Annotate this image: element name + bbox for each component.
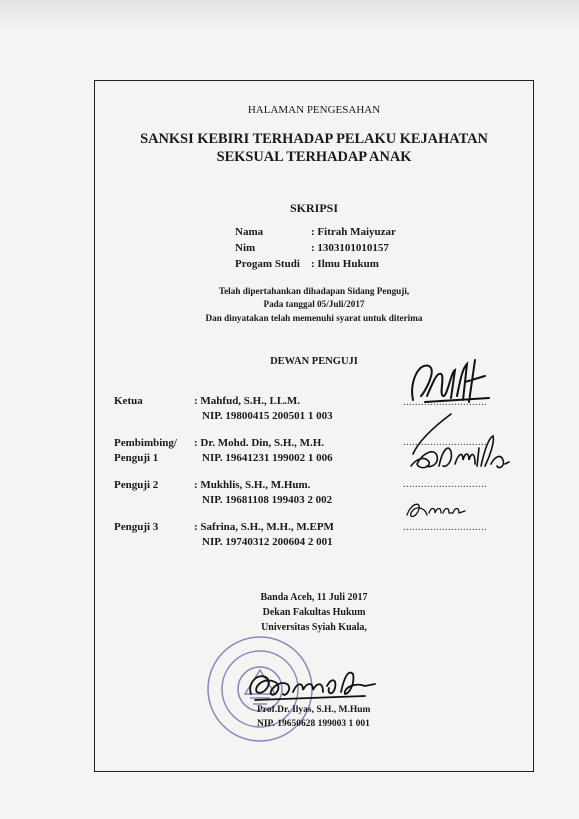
page-header: HALAMAN PENGESAHAN (247, 104, 381, 116)
thesis-title-line-2: SEKSUAL TERHADAP ANAK (216, 149, 412, 165)
examiner-name: : Safrina, S.H., M.H., M.EPM (194, 521, 334, 533)
examiner-name: : Dr. Mohd. Din, S.H., M.H. (194, 437, 325, 449)
thesis-title-line-1: SANKSI KEBIRI TERHADAP PELAKU KEJAHATAN (140, 131, 488, 147)
dean-nip: NIP. 19650628 199003 1 001 (257, 719, 370, 729)
examiner-role: Penguji 2 (114, 479, 159, 491)
examiner-nip: NIP. 19681108 199403 2 002 (202, 494, 333, 506)
examiner-name: : Mahfud, S.H., LL.M. (194, 395, 301, 407)
board-title: DEWAN PENGUJI (270, 356, 358, 367)
handwritten-signature-icon (405, 352, 495, 412)
document-type: SKRIPSI (289, 201, 339, 215)
signature-line: ............................ (403, 397, 487, 408)
identity-label: Nama (235, 226, 264, 238)
examiner-name: : Mukhlis, S.H., M.Hum. (194, 479, 311, 491)
signature-penguji-3 (403, 495, 483, 525)
defense-statement-1: Telah dipertahankan dihadapan Sidang Penguji, (218, 286, 410, 296)
identity-value: : Fitrah Maiyuzar (311, 226, 396, 238)
signature-line: ............................ (403, 522, 487, 533)
dean-title: Dekan Fakultas Hukum (262, 607, 366, 618)
signature-dean (245, 664, 385, 704)
examiner-role: Ketua (114, 395, 143, 407)
university-name: Universitas Syiah Kuala, (261, 622, 367, 633)
thesis-title (94, 130, 534, 166)
examiner-nip: NIP. 19800415 200501 1 003 (202, 410, 333, 422)
examiner-role: Pembimbing/ (114, 437, 177, 449)
identity-label: Progam Studi (235, 258, 300, 270)
signature-line: ............................ (403, 479, 487, 490)
dean-name: Prof.Dr. Ilyas, S.H., M.Hum (257, 705, 371, 715)
examiner-role: Penguji 3 (114, 521, 159, 533)
identity-row-name (235, 226, 455, 241)
identity-value: : 1303101010157 (311, 242, 389, 254)
signature-penguji-1 (405, 408, 515, 478)
defense-statement-2: Pada tanggal 05/Juli/2017 (263, 299, 365, 309)
handwritten-signature-icon (245, 664, 385, 704)
scan-shadow (0, 0, 579, 30)
place-date: Banda Aceh, 11 Juli 2017 (260, 592, 368, 603)
defense-statement-3: Dan dinyatakan telah memenuhi syarat untuk diterima (205, 313, 423, 323)
identity-label: Nim (235, 242, 256, 254)
signature-line: ............................ (403, 437, 487, 448)
handwritten-signature-icon (403, 495, 483, 525)
examiner-nip: NIP. 19740312 200604 2 001 (202, 536, 333, 548)
identity-row-program (235, 258, 455, 273)
signature-ketua (405, 352, 495, 412)
examiner-nip: NIP. 19641231 199002 1 006 (202, 452, 333, 464)
handwritten-signature-icon (405, 408, 515, 478)
identity-row-nim (235, 242, 455, 257)
examiner-role-line-2: Penguji 1 (114, 452, 159, 464)
identity-value: : Ilmu Hukum (311, 258, 379, 270)
